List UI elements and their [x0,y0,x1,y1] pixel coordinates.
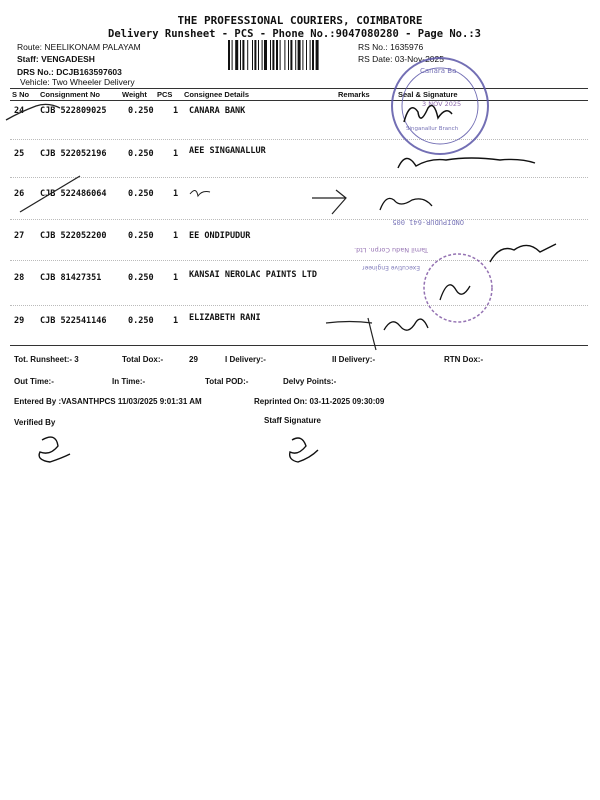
row-sno: 25 [14,149,25,159]
row-28-signature [440,285,470,300]
total-pod: Total POD:- [205,377,249,386]
row-24-tick-mark [6,104,60,120]
row-sno: 29 [14,316,25,326]
row-consignee: ELIZABETH RANI [189,313,261,323]
row-weight: 0.250 [128,231,154,241]
route-label: Route: NEELIKONAM PALAYAM [17,42,141,52]
stamp-ondipudur: ONDIPUDUR-641 005 [392,218,464,226]
verified-by: Verified By [14,418,56,427]
company-title: THE PROFESSIONAL COURIERS, COIMBATORE [177,14,423,27]
row-consignment: CJB 522052200 [40,231,107,241]
staff-signature [290,438,318,462]
row-26-signature [380,198,432,210]
canara-signature [404,106,452,122]
row-sno: 26 [14,189,25,199]
canara-bank-stamp [392,58,488,154]
row-consignee: EE ONDIPUDUR [189,231,251,241]
row-consignment: CJB 522486064 [40,189,107,199]
row-27-signature [490,244,556,262]
row-sno: 28 [14,273,25,283]
total-dox-value: 29 [189,355,198,364]
row-sno: 24 [14,106,25,116]
vehicle-label: Vehicle: Two Wheeler Delivery [20,77,135,87]
drs-number: DRS No.: DCJB163597603 [17,67,122,77]
verified-by-signature [39,437,70,462]
row-consignee: KANSAI NEROLAC PAINTS LTD [189,270,317,280]
ii-delivery: II Delivery:- [332,355,376,364]
row-pcs: 1 [173,189,179,199]
row-pcs: 1 [173,106,179,116]
row-29-signature [384,319,428,330]
rs-number: RS No.: 1635976 [358,42,424,52]
row-pcs: 1 [173,273,179,283]
row-weight: 0.250 [128,273,154,283]
row-26-strike-mark [20,176,80,212]
stamp-executive-engineer: Executive Engineer [362,264,420,271]
header-pcs: PCS [157,90,173,99]
header-weight: Weight [122,90,147,99]
stamp-canara-date: 3 NOV 2025 [422,100,462,108]
total-dox-label: Total Dox:- [122,355,164,364]
delvy-points: Delvy Points:- [283,377,337,386]
header-sno: S No [12,90,30,99]
row-pcs: 1 [173,316,179,326]
entered-by: Entered By :VASANTHPCS 11/03/2025 9:01:31 AM [14,397,202,406]
row-weight: 0.250 [128,189,154,199]
row-consignment: CJB 522541146 [40,316,107,326]
staff-label: Staff: VENGADESH [17,54,95,64]
row-weight: 0.250 [128,106,154,116]
row-consignment: CJB 81427351 [40,273,102,283]
stamp-canara-top: Canara Ba [420,67,457,75]
row-sno: 27 [14,231,25,241]
out-time: Out Time:- [14,377,54,386]
row-consignee: AEE SINGANALLUR [189,146,266,156]
row-weight: 0.250 [128,149,154,159]
header-consignee: Consignee Details [184,90,250,99]
tn-corp-stamp [354,218,492,322]
header-consignment: Consignment No [40,90,100,99]
i-delivery: I Delivery:- [225,355,266,364]
row-25-signature [398,158,535,168]
header-seal-signature: Seal & Signature [398,90,458,99]
stamp-tamilnadu-corp: Tamil Nadu Corpn. Ltd. [354,246,428,254]
row-consignment: CJB 522809025 [40,106,107,116]
row-pcs: 1 [173,149,179,159]
row-29-arrow-mark [326,318,376,350]
runsheet-subtitle: Delivery Runsheet - PCS - Phone No.:9047080280 - Page No.:3 [108,28,481,40]
staff-signature-label: Staff Signature [264,416,321,425]
reprinted-on: Reprinted On: 03-11-2025 09:30:09 [254,397,385,406]
row-26-arrow-mark [312,190,346,214]
total-runsheet: Tot. Runsheet:- 3 [14,355,79,364]
rs-date: RS Date: 03-Nov-2025 [358,54,444,64]
row-consignee: CANARA BANK [189,106,246,116]
rtn-dox: RTN Dox:- [444,355,484,364]
header-remarks: Remarks [338,90,370,99]
row-consignment: CJB 522052196 [40,149,107,159]
in-time: In Time:- [112,377,146,386]
row-26-small-mark [190,190,210,196]
row-pcs: 1 [173,231,179,241]
stamp-canara-branch: Singanallur Branch [406,126,459,132]
row-weight: 0.250 [128,316,154,326]
